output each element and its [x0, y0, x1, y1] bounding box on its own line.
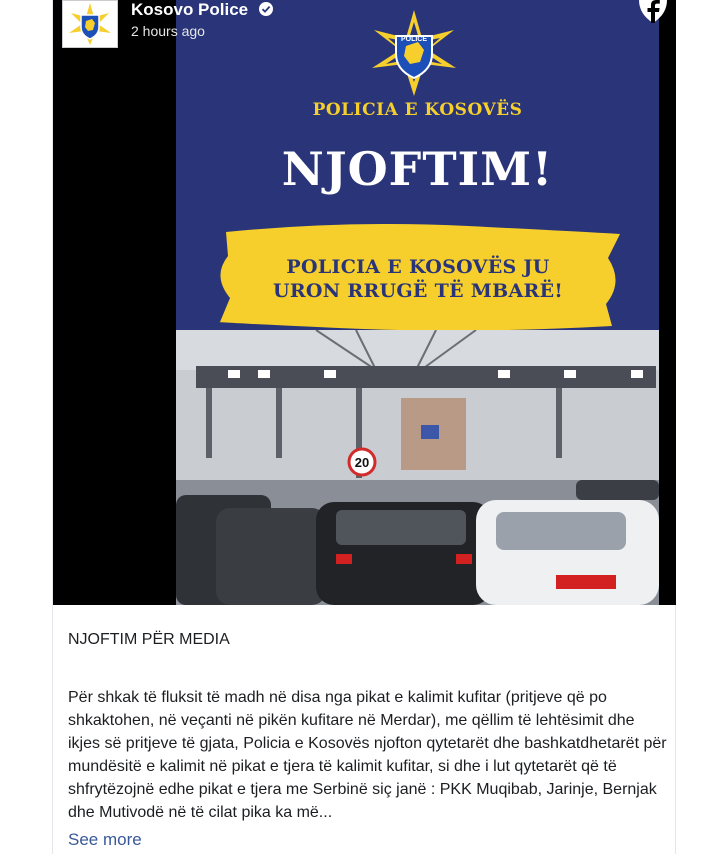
page-name[interactable]: Kosovo Police [131, 0, 249, 19]
police-badge-icon [366, 8, 462, 98]
verified-check-icon [259, 2, 273, 16]
post-timestamp[interactable]: 2 hours ago [131, 23, 205, 39]
facebook-icon[interactable] [637, 0, 669, 24]
see-more-link[interactable]: See more [68, 830, 142, 849]
poster-headline: NJOFTIM! [281, 142, 554, 196]
slogan-line-1: POLICIA E KOSOVËS JU [286, 256, 550, 278]
poster-slogan [216, 255, 620, 303]
page-avatar[interactable] [62, 0, 118, 48]
poster-image[interactable] [176, 0, 659, 605]
post-media[interactable] [53, 0, 676, 605]
caption-body: Për shkak të fluksit të madh në disa nga pikat e kalimit kufitar (pritjeve që po shkaktohen, në veçanti në pikën kufitare në Merdar), me qëllim të lehtësimit dhe ikjes së pritjeve të gjata, Policia e Kosovës njofton qytetarët dhe bashkatdhetarët për mundësitë e kalimit në pikat e tjera të kalimit kufitar, si dhe i lut qytetarët që të shfrytëzojnë edhe pikat e tjera me Serbinë siç janë : PKK Muqibab, Jarinje, Bernjak dhe Mutivodë në të cilat pika ka më... [68, 689, 667, 821]
kosovo-police-logo-icon [63, 1, 117, 47]
poster-brand-line: POLICIA E KOSOVËS [312, 100, 523, 120]
speed-limit-sign: 20 [354, 455, 370, 470]
slogan-line-2: URON RRUGË TË MBARË! [272, 280, 564, 302]
badge-text: POLICE [400, 36, 428, 43]
post-caption [68, 628, 668, 824]
border-crossing-photo [176, 330, 659, 605]
caption-title: NJOFTIM PËR MEDIA [68, 631, 230, 648]
